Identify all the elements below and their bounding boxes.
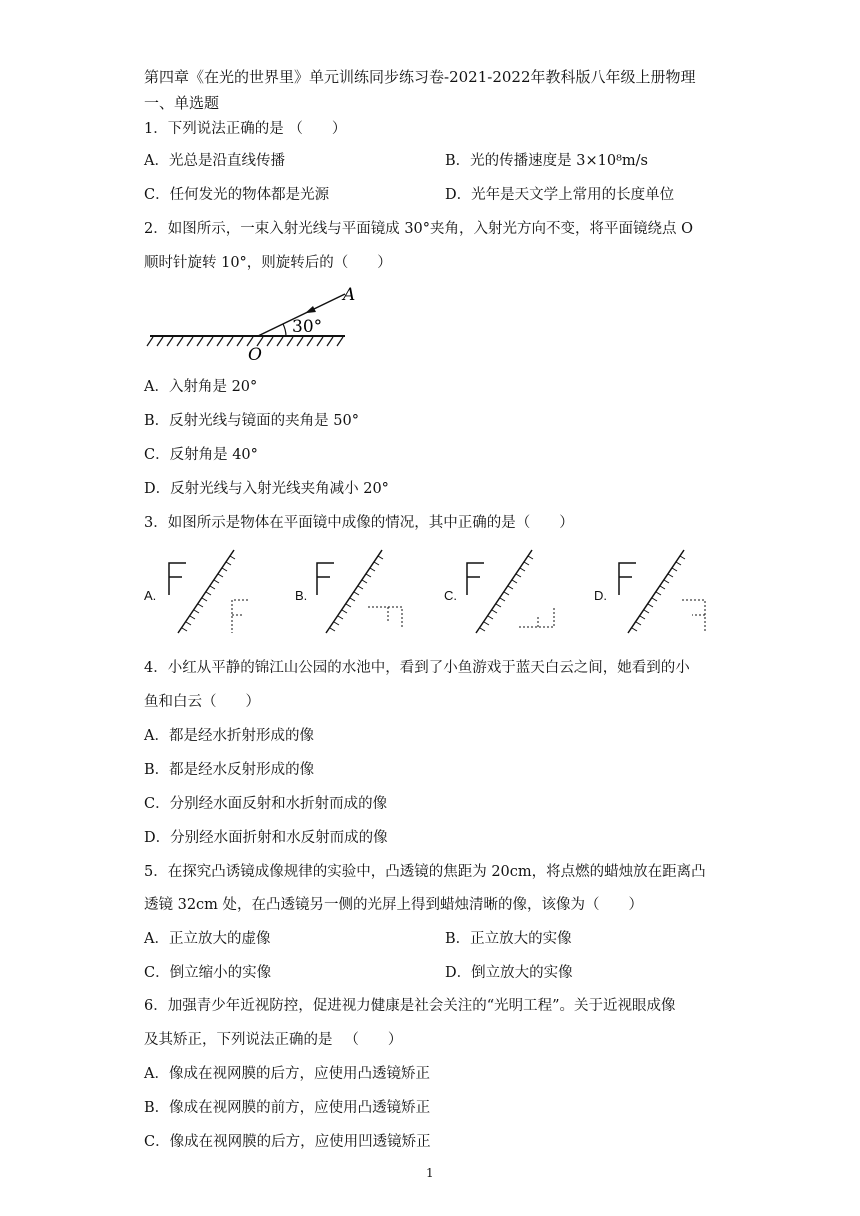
q4-option-a: A．都是经水折射形成的像 bbox=[144, 728, 314, 744]
q1-stem: 1．下列说法正确的是 （ ） bbox=[144, 121, 347, 137]
q4-stem-line2: 鱼和白云（ ） bbox=[144, 694, 260, 710]
q6-option-c: C．像成在视网膜的后方，应使用凹透镜矫正 bbox=[144, 1134, 431, 1150]
q2-stem-line2: 顺时针旋转 10°，则旋转后的（ ） bbox=[144, 255, 392, 271]
section-heading: 一、单选题 bbox=[144, 94, 220, 112]
q3-stem: 3．如图所示是物体在平面镜中成像的情况，其中正确的是（ ） bbox=[144, 515, 574, 531]
q1-option-b: B．光的传播速度是 3×10⁸m/s bbox=[445, 153, 648, 169]
q1-option-d: D．光年是天文学上常用的长度单位 bbox=[445, 187, 675, 203]
q4-option-b: B．都是经水反射形成的像 bbox=[144, 762, 315, 778]
document-title: 第四章《在光的世界里》单元训练同步练习卷-2021-2022年教科版八年级上册物理 bbox=[144, 68, 696, 86]
q1-option-c: C．任何发光的物体都是光源 bbox=[144, 187, 330, 203]
q3-figure-a bbox=[164, 545, 259, 640]
q1-option-a: A．光总是沿直线传播 bbox=[144, 153, 285, 169]
q2-mirror-figure bbox=[145, 280, 355, 366]
page-number: 1 bbox=[426, 1166, 434, 1180]
ray-arrow bbox=[305, 306, 316, 313]
q6-option-b: B．像成在视网膜的前方，应使用凸透镜矫正 bbox=[144, 1100, 431, 1116]
q3-label-d: D. bbox=[594, 588, 607, 603]
q2-stem-line1: 2．如图所示，一束入射光线与平面镜成 30°夹角，入射光方向不变，将平面镜绕点 O bbox=[144, 221, 694, 237]
angle-arc bbox=[283, 324, 286, 336]
mirror-hatching bbox=[147, 337, 343, 346]
q5-option-b: B．正立放大的实像 bbox=[445, 931, 572, 947]
q4-stem-line1: 4．小红从平静的锦江山公园的水池中，看到了小鱼游戏于蓝天白云之间，她看到的小 bbox=[144, 660, 690, 676]
q3-label-a: A. bbox=[144, 588, 157, 603]
q6-stem-line2: 及其矫正，下列说法正确的是 （ ） bbox=[144, 1032, 403, 1048]
q3-figure-b bbox=[312, 545, 412, 640]
q6-option-a: A．像成在视网膜的后方，应使用凸透镜矫正 bbox=[144, 1066, 430, 1082]
q2-option-c: C．反射角是 40° bbox=[144, 447, 258, 463]
q4-option-d: D．分别经水面折射和水反射而成的像 bbox=[144, 830, 388, 846]
q3-figure-d bbox=[614, 545, 714, 640]
point-a-label: A bbox=[343, 285, 355, 305]
q5-option-c: C．倒立缩小的实像 bbox=[144, 965, 272, 981]
q2-option-b: B．反射光线与镜面的夹角是 50° bbox=[144, 413, 359, 429]
q5-stem-line1: 5．在探究凸诱镜成像规律的实验中，凸透镜的焦距为 20cm，将点燃的蜡烛放在距离凸 bbox=[144, 864, 706, 880]
q2-option-a: A．入射角是 20° bbox=[144, 379, 258, 395]
q3-label-c: C. bbox=[444, 588, 457, 603]
q2-option-d: D．反射光线与入射光线夹角减小 20° bbox=[144, 481, 389, 497]
q5-stem-line2: 透镜 32cm 处，在凸透镜另一侧的光屏上得到蜡烛清晰的像，该像为（ ） bbox=[144, 897, 644, 913]
q3-label-b: B. bbox=[295, 588, 308, 603]
q5-option-a: A．正立放大的虚像 bbox=[144, 931, 271, 947]
q3-figure-c bbox=[462, 545, 562, 640]
q4-option-c: C．分别经水面反射和水折射而成的像 bbox=[144, 796, 388, 812]
point-o-label: O bbox=[248, 345, 262, 365]
q6-stem-line1: 6．加强青少年近视防控，促进视力健康是社会关注的“光明工程”。关于近视眼成像 bbox=[144, 998, 676, 1014]
q5-option-d: D．倒立放大的实像 bbox=[445, 965, 573, 981]
angle-label: 30° bbox=[292, 317, 323, 337]
